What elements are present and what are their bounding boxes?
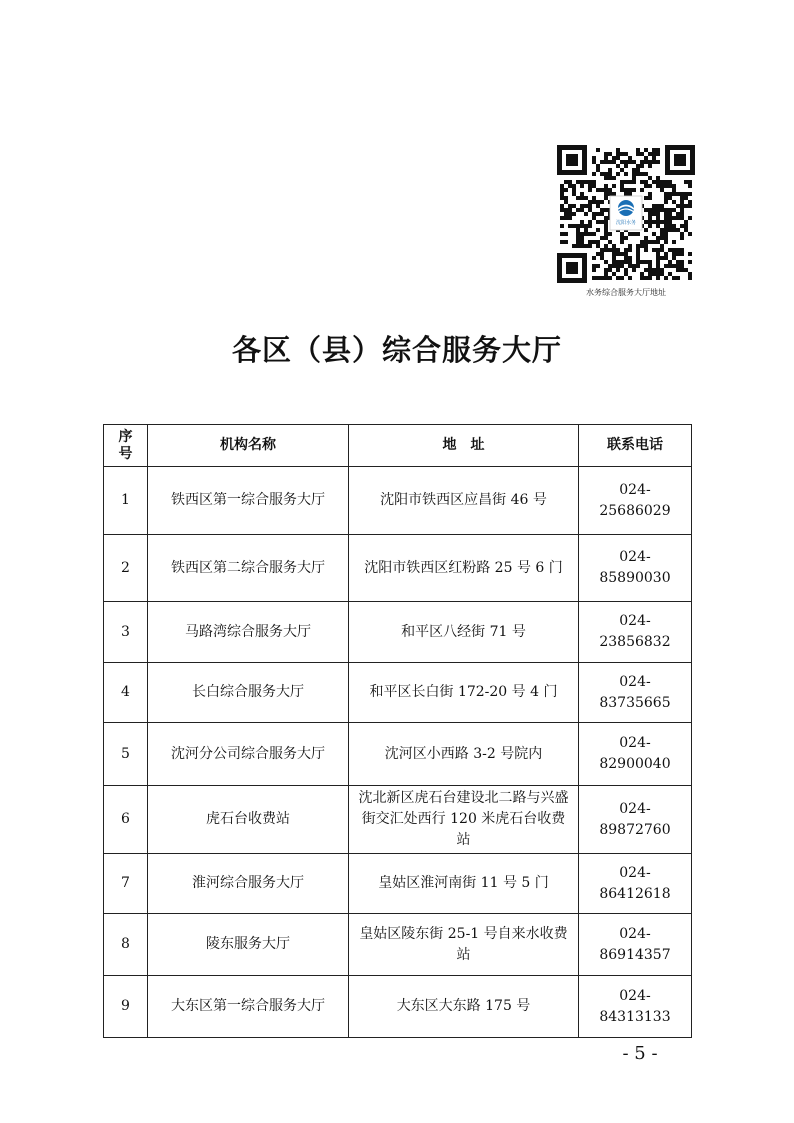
row-no: 8 (104, 914, 148, 976)
row-phone: 024-84313133 (579, 976, 692, 1038)
header-phone: 联系电话 (579, 425, 692, 467)
table-row (104, 535, 692, 602)
row-address: 沈北新区虎石台建设北二路与兴盛街交汇处西行 120 米虎石台收费站 (349, 786, 579, 854)
table-row (104, 663, 692, 723)
row-no: 1 (104, 467, 148, 535)
row-name: 沈河分公司综合服务大厅 (148, 723, 349, 786)
table-row (104, 914, 692, 976)
row-name: 铁西区第二综合服务大厅 (148, 535, 349, 602)
row-no: 7 (104, 854, 148, 914)
row-address: 皇姑区淮河南街 11 号 5 门 (349, 854, 579, 914)
row-phone: 024-83735665 (579, 663, 692, 723)
row-no: 5 (104, 723, 148, 786)
row-phone: 024-86914357 (579, 914, 692, 976)
row-name: 虎石台收费站 (148, 786, 349, 854)
row-name: 铁西区第一综合服务大厅 (148, 467, 349, 535)
table-row (104, 467, 692, 535)
row-phone: 024-86412618 (579, 854, 692, 914)
table-row (104, 976, 692, 1038)
row-address: 沈阳市铁西区应昌街 46 号 (349, 467, 579, 535)
row-name: 淮河综合服务大厅 (148, 854, 349, 914)
row-address: 皇姑区陵东街 25-1 号自来水收费站 (349, 914, 579, 976)
row-name: 陵东服务大厅 (148, 914, 349, 976)
qr-code-block (556, 144, 696, 298)
row-phone: 024-85890030 (579, 535, 692, 602)
qr-code-image (556, 144, 696, 284)
header-no-label: 序号 (118, 428, 133, 462)
row-no: 3 (104, 602, 148, 663)
water-logo-icon (618, 200, 634, 216)
table-row (104, 723, 692, 786)
service-hall-table (103, 424, 692, 1038)
page-number: - 5 - (622, 1043, 658, 1064)
page-title: 各区（县）综合服务大厅 (231, 333, 562, 367)
table-header-row (104, 425, 692, 467)
row-no: 4 (104, 663, 148, 723)
row-no: 9 (104, 976, 148, 1038)
header-no (104, 425, 148, 467)
row-phone: 024-23856832 (579, 602, 692, 663)
header-name: 机构名称 (148, 425, 349, 467)
row-name: 大东区第一综合服务大厅 (148, 976, 349, 1038)
row-address: 和平区八经街 71 号 (349, 602, 579, 663)
row-address: 沈河区小西路 3-2 号院内 (349, 723, 579, 786)
row-address: 和平区长白街 172-20 号 4 门 (349, 663, 579, 723)
row-address: 大东区大东路 175 号 (349, 976, 579, 1038)
row-no: 6 (104, 786, 148, 854)
row-name: 长白综合服务大厅 (148, 663, 349, 723)
row-address: 沈阳市铁西区红粉路 25 号 6 门 (349, 535, 579, 602)
qr-logo-text: 沈阳水务 (615, 220, 637, 226)
row-phone: 024-89872760 (579, 786, 692, 854)
row-phone: 024-82900040 (579, 723, 692, 786)
row-phone: 024-25686029 (579, 467, 692, 535)
table-row (104, 602, 692, 663)
table-row (104, 786, 692, 854)
qr-caption: 水务综合服务大厅地址 (586, 288, 666, 297)
row-name: 马路湾综合服务大厅 (148, 602, 349, 663)
row-no: 2 (104, 535, 148, 602)
table-row (104, 854, 692, 914)
header-address: 地 址 (349, 425, 579, 467)
